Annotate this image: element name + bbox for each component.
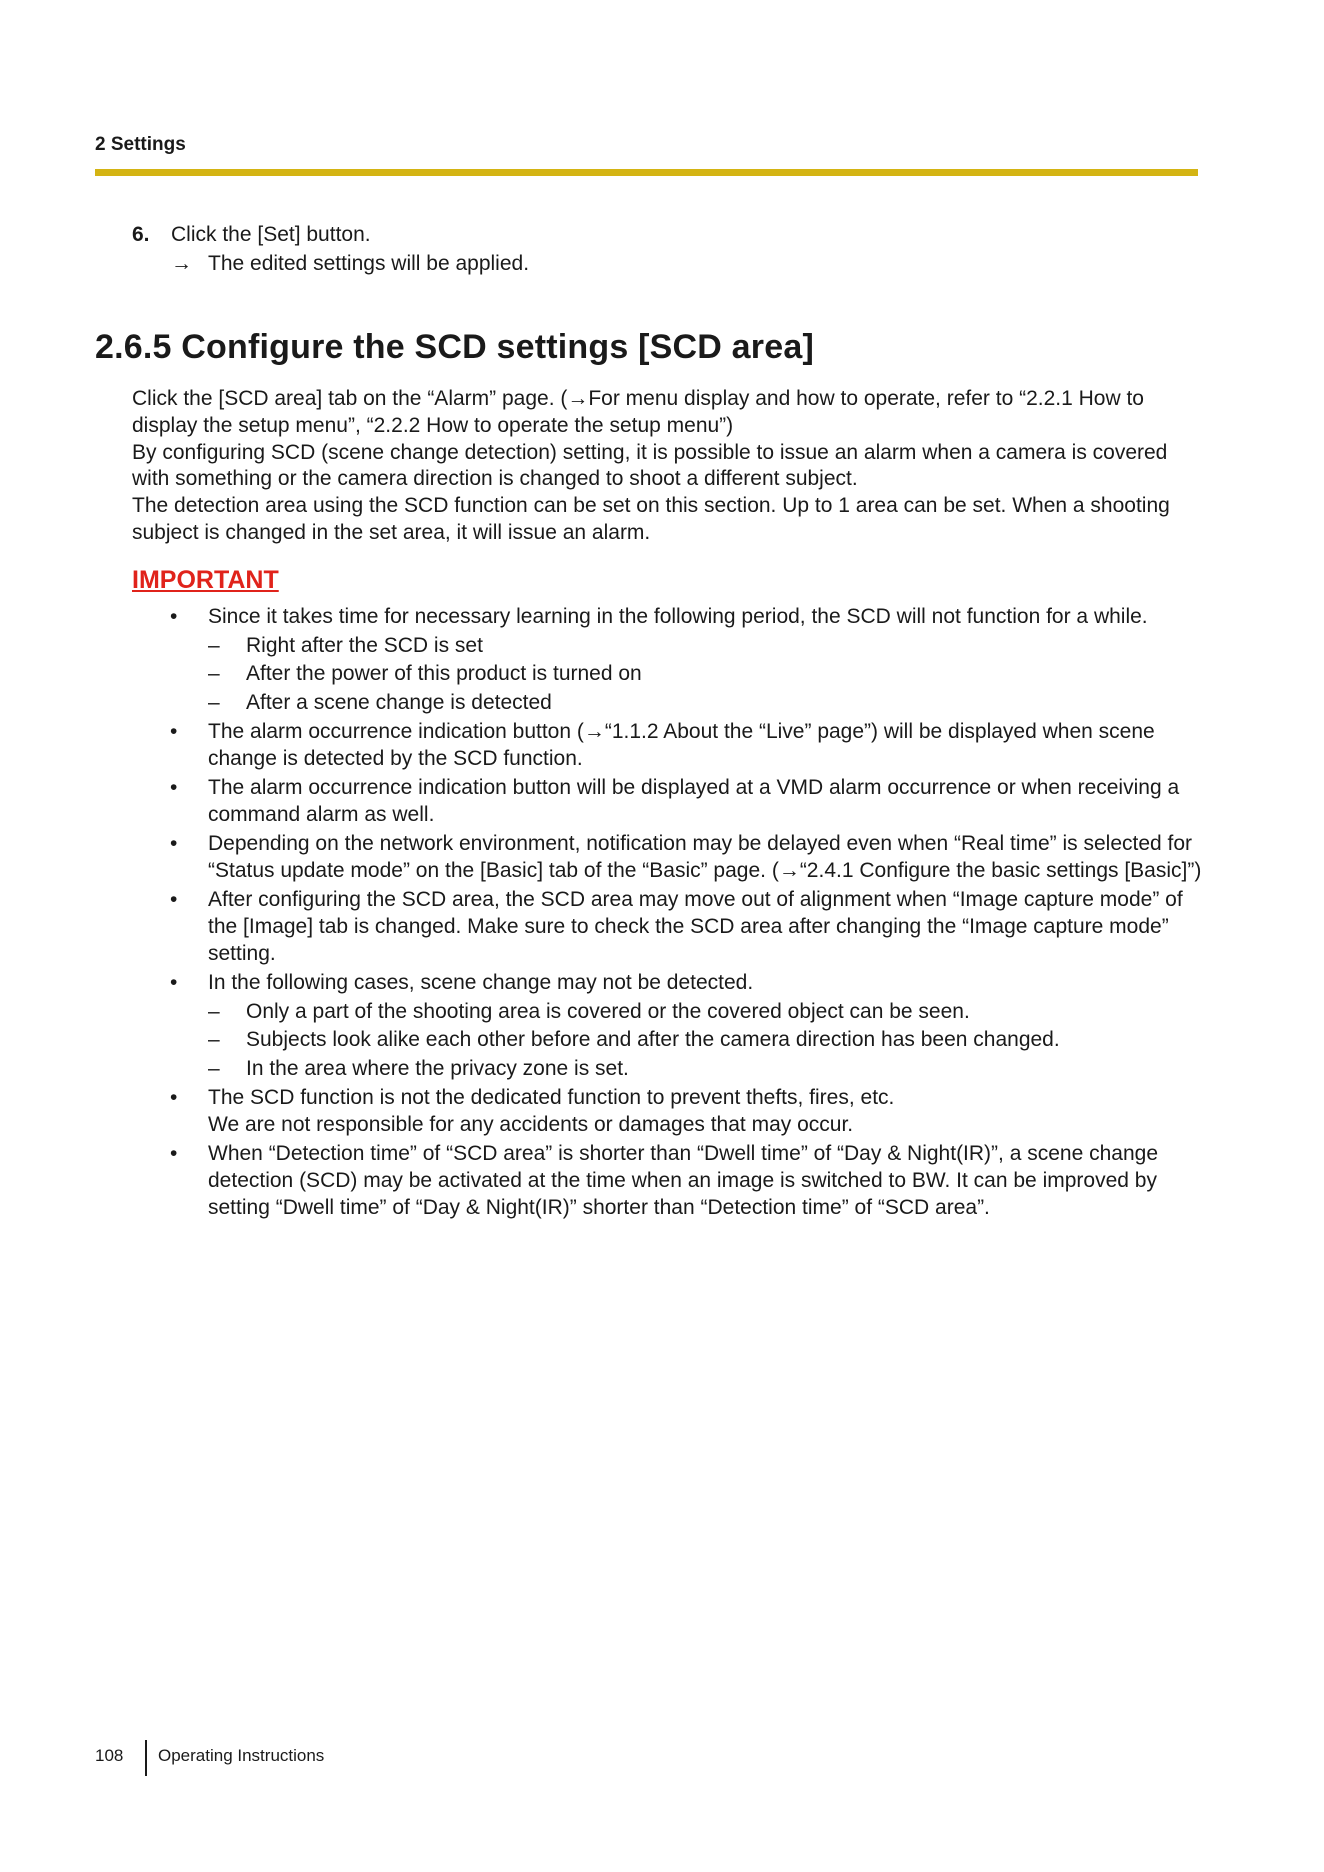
header-rule bbox=[95, 169, 1198, 176]
document-title: Operating Instructions bbox=[158, 1746, 325, 1765]
dash-icon: – bbox=[208, 691, 220, 715]
dash-icon: – bbox=[208, 662, 220, 686]
bullet-icon: • bbox=[170, 970, 178, 994]
intro-paragraph-2: By configuring SCD (scene change detection) setting, it is possible to issue an alarm when a camera is covered with something or the camera direction is changed to shoot a different subject. bbox=[132, 440, 1168, 491]
page-number: 108 bbox=[95, 1746, 124, 1765]
bullet-icon: • bbox=[170, 719, 178, 743]
sub-text: Only a part of the shooting area is covered or the covered object can be seen. bbox=[246, 999, 970, 1023]
note-item bbox=[132, 774, 1204, 829]
step-instruction-line bbox=[132, 220, 1202, 249]
intro-paragraph-1: Click the [SCD area] tab on the “Alarm” page. (→For menu display and how to operate, refer to “2.2.1 How to display the setup menu”, “2.2.2 How to operate the setup menu”) bbox=[132, 387, 1144, 437]
sub-item bbox=[132, 1026, 1204, 1053]
note-item bbox=[132, 1084, 1204, 1139]
intro-paragraph-3: The detection area using the SCD function can be set on this section. Up to 1 area can be set. When a shooting subject is changed in the set area, it will issue an alarm. bbox=[132, 494, 1170, 544]
note-text: The alarm occurrence indication button will be displayed at a VMD alarm occurrence or when receiving a command alarm as well. bbox=[208, 775, 1180, 827]
note-text: When “Detection time” of “SCD area” is shorter than “Dwell time” of “Day & Night(IR)”, a scene change detection (SCD) may be activated at the time when an image is switched to BW. It can be improved by setting “Dwell time” of “Day & Night(IR)” shorter than “Detection time” of “SCD area”. bbox=[208, 1141, 1158, 1220]
note-text: After configuring the SCD area, the SCD area may move out of alignment when “Image capture mode” of the [Image] tab is changed. Make sure to check the SCD area after changing the “Image capture mode” setting. bbox=[208, 887, 1183, 966]
bullet-icon: • bbox=[170, 887, 178, 911]
footer-divider bbox=[145, 1740, 147, 1776]
bullet-icon: • bbox=[170, 775, 178, 799]
step-number: 6. bbox=[132, 223, 150, 246]
note-item bbox=[132, 1140, 1204, 1222]
dash-icon: – bbox=[208, 1028, 220, 1052]
section-label: 2 Settings bbox=[95, 134, 186, 155]
note-text: In the following cases, scene change may not be detected. bbox=[208, 970, 754, 994]
sub-text: Subjects look alike each other before and after the camera direction has been changed. bbox=[246, 1028, 1060, 1052]
bullet-icon: • bbox=[170, 831, 178, 855]
sub-item bbox=[132, 1055, 1204, 1082]
arrow-right-icon: → bbox=[171, 252, 192, 275]
step-instruction: Click the [Set] button. bbox=[171, 223, 371, 246]
sub-text: After the power of this product is turned on bbox=[246, 662, 642, 686]
sub-item bbox=[132, 998, 1204, 1025]
bullet-icon: • bbox=[170, 1141, 178, 1165]
note-text-continued: We are not responsible for any accidents or damages that may occur. bbox=[208, 1113, 854, 1137]
sub-text: Right after the SCD is set bbox=[246, 633, 483, 657]
section-heading: 2.6.5 Configure the SCD settings [SCD area] bbox=[95, 328, 814, 366]
step-6 bbox=[132, 220, 1202, 278]
step-result: The edited settings will be applied. bbox=[208, 252, 530, 275]
important-label: IMPORTANT bbox=[132, 566, 279, 594]
bullet-icon: • bbox=[170, 605, 178, 628]
bullet-icon: • bbox=[170, 1085, 178, 1109]
note-text: Since it takes time for necessary learning in the following period, the SCD will not function for a while. bbox=[208, 605, 1148, 628]
important-notes bbox=[132, 603, 1204, 1223]
intro-text bbox=[132, 386, 1202, 547]
note-text: The SCD function is not the dedicated function to prevent thefts, fires, etc. bbox=[208, 1085, 895, 1109]
sub-text: In the area where the privacy zone is set. bbox=[246, 1057, 629, 1081]
sub-item bbox=[132, 689, 1204, 716]
note-text: The alarm occurrence indication button (→“1.1.2 About the “Live” page”) will be displayed when scene change is detected by the SCD function. bbox=[208, 719, 1155, 771]
note-item bbox=[132, 718, 1204, 773]
note-item bbox=[132, 830, 1204, 885]
note-item bbox=[132, 603, 1204, 630]
note-item bbox=[132, 886, 1204, 968]
note-item bbox=[132, 969, 1204, 996]
dash-icon: – bbox=[208, 999, 220, 1023]
sub-item bbox=[132, 660, 1204, 687]
sub-text: After a scene change is detected bbox=[246, 691, 552, 715]
note-text: Depending on the network environment, notification may be delayed even when “Real time” is selected for “Status update mode” on the [Basic] tab of the “Basic” page. (→“2.4.1 Configure the basic settings [Basic]”) bbox=[208, 831, 1202, 883]
dash-icon: – bbox=[208, 633, 220, 657]
dash-icon: – bbox=[208, 1057, 220, 1081]
step-result-line bbox=[132, 249, 1202, 278]
sub-item bbox=[132, 632, 1204, 659]
